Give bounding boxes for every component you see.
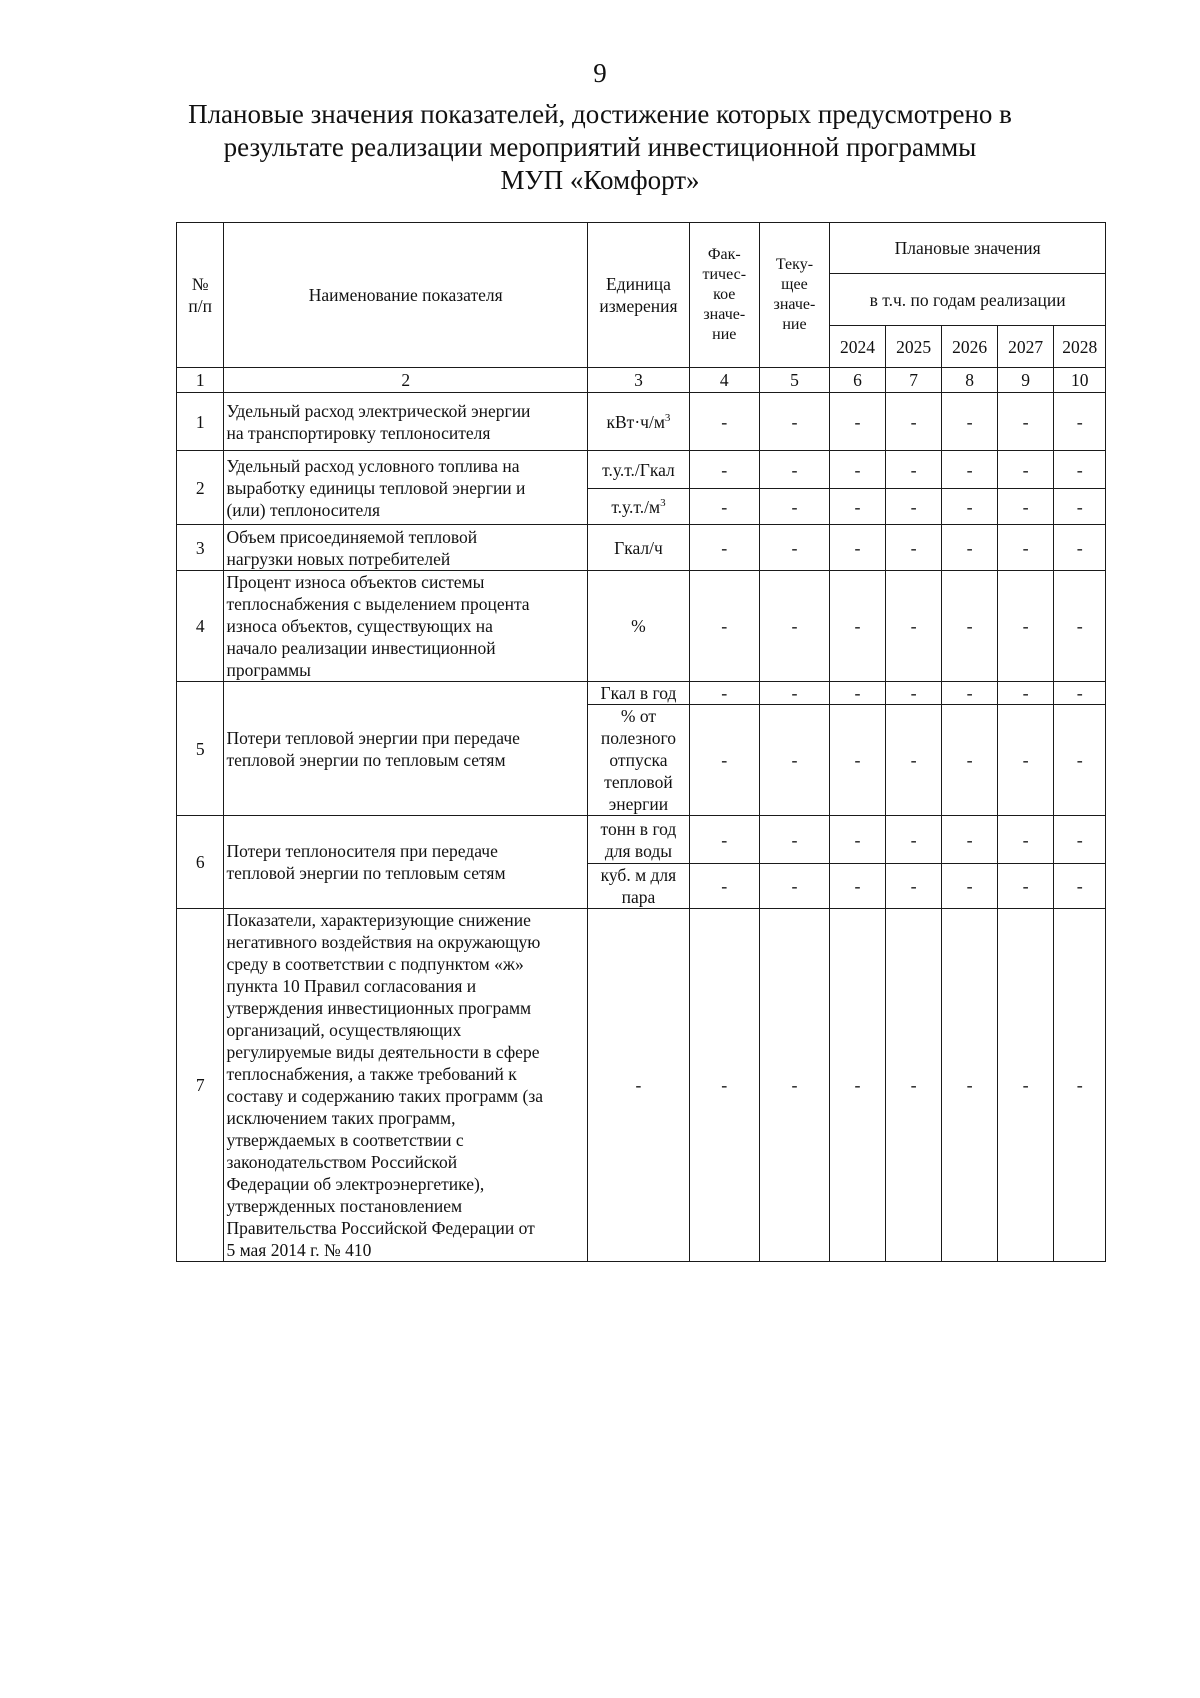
cell-line: 5 мая 2014 г. № 410	[226, 1240, 372, 1260]
cell-line: тепловой	[604, 772, 673, 792]
value-cell: -	[830, 682, 886, 705]
value-cell: -	[942, 864, 998, 909]
value-cell: -	[997, 571, 1054, 682]
cell-line: составу и содержанию таких программ (за	[226, 1086, 544, 1106]
value-cell: -	[689, 393, 759, 451]
unit-text: Гкал в год	[600, 683, 677, 703]
row-number: 3	[177, 525, 224, 571]
table-row	[177, 571, 1106, 682]
column-numbers-row	[177, 368, 1106, 393]
header-current	[759, 223, 830, 368]
value-cell: -	[689, 489, 759, 525]
page-number: 9	[593, 58, 607, 88]
value-cell: -	[885, 864, 942, 909]
value-cell: -	[997, 816, 1054, 864]
value-cell: -	[830, 451, 886, 489]
value-cell: -	[942, 451, 998, 489]
value-cell: -	[885, 489, 942, 525]
cell-line: Потери тепловой энергии при передаче	[226, 727, 520, 748]
unit-text: %	[631, 616, 646, 636]
value-cell: -	[830, 864, 886, 909]
value-cell: -	[830, 571, 886, 682]
unit-text: -	[635, 1075, 642, 1095]
cell-line: регулируемые виды деятельности в сфере	[226, 1042, 540, 1062]
document-title	[0, 98, 1200, 197]
value-cell: -	[830, 525, 886, 571]
cell-line: исключением таких программ,	[226, 1108, 456, 1128]
row-number: 2	[177, 451, 224, 525]
cell-line: Фак-	[707, 246, 741, 263]
column-number: 2	[224, 368, 588, 393]
unit-cell	[587, 393, 689, 451]
column-number: 6	[830, 368, 886, 393]
cell-line: пара	[621, 887, 656, 907]
table-row	[177, 682, 1106, 705]
cell-line: пункта 10 Правил согласования и	[226, 976, 477, 996]
cell-line: % от	[620, 706, 656, 726]
value-cell: -	[1054, 571, 1106, 682]
value-cell: -	[689, 864, 759, 909]
value-cell: -	[689, 571, 759, 682]
cell-line: тепловой энергии по тепловым сетям	[226, 863, 506, 883]
value-cell: -	[1054, 489, 1106, 525]
column-number: 10	[1054, 368, 1106, 393]
cell-line: кое	[713, 286, 736, 303]
value-cell: -	[885, 525, 942, 571]
value-cell: -	[997, 909, 1054, 1262]
value-cell: -	[830, 816, 886, 864]
value-cell: -	[942, 525, 998, 571]
table-row	[177, 393, 1106, 451]
header-by-years: в т.ч. по годам реализации	[830, 274, 1106, 326]
cell-line: №	[191, 274, 209, 294]
value-cell: -	[689, 451, 759, 489]
header-year: 2026	[942, 326, 998, 368]
unit-text: кВт·ч/м	[606, 411, 665, 432]
cell-line: Удельный расход условного топлива на	[226, 455, 520, 476]
unit-superscript: 3	[664, 411, 671, 424]
value-cell: -	[759, 489, 830, 525]
unit-cell	[587, 705, 689, 816]
cell-line: тепловой энергии по тепловым сетям	[226, 749, 506, 770]
row-number: 4	[177, 571, 224, 682]
cell-line: начало реализации инвестиционной	[226, 638, 496, 658]
unit-cell	[587, 909, 689, 1262]
value-cell: -	[830, 489, 886, 525]
value-cell: -	[759, 705, 830, 816]
value-cell: -	[942, 393, 998, 451]
title-line: результате реализации мероприятий инвестиционной программы	[223, 132, 977, 162]
value-cell: -	[1054, 816, 1106, 864]
value-cell: -	[997, 393, 1054, 451]
unit-cell	[587, 451, 689, 489]
value-cell: -	[885, 705, 942, 816]
value-cell: -	[1054, 451, 1106, 489]
cell-line: энергии	[608, 794, 669, 814]
value-cell: -	[1054, 525, 1106, 571]
value-cell: -	[885, 682, 942, 705]
value-cell: -	[759, 864, 830, 909]
value-cell: -	[997, 864, 1054, 909]
value-cell: -	[1054, 705, 1106, 816]
row-number: 7	[177, 909, 224, 1262]
value-cell: -	[885, 909, 942, 1262]
indicator-name	[224, 816, 588, 909]
title-line: МУП «Комфорт»	[500, 165, 700, 195]
cell-line: Потери теплоносителя при передаче	[226, 841, 498, 861]
cell-line: организаций, осуществляющих	[226, 1020, 462, 1040]
row-number: 5	[177, 682, 224, 816]
value-cell: -	[1054, 682, 1106, 705]
value-cell: -	[689, 909, 759, 1262]
value-cell: -	[759, 451, 830, 489]
value-cell: -	[942, 816, 998, 864]
column-number: 9	[997, 368, 1054, 393]
cell-line: Теку-	[775, 256, 814, 273]
cell-line: значе-	[773, 296, 816, 313]
cell-line: Единица	[606, 274, 671, 294]
cell-line: утверждаемых в соответствии с	[226, 1130, 464, 1150]
cell-line: Федерации об электроэнергетике),	[226, 1174, 485, 1194]
unit-cell	[587, 682, 689, 705]
value-cell: -	[885, 816, 942, 864]
value-cell: -	[885, 393, 942, 451]
unit-cell	[587, 525, 689, 571]
header-row	[177, 223, 1106, 274]
cell-line: износа объектов, существующих на	[226, 616, 493, 636]
cell-line: (или) теплоносителя	[226, 499, 381, 520]
indicator-name	[224, 571, 588, 682]
value-cell: -	[689, 705, 759, 816]
unit-text: Гкал/ч	[614, 537, 663, 558]
cell-line: измерения	[599, 296, 678, 316]
value-cell: -	[830, 393, 886, 451]
cell-line: выработку единицы тепловой энергии и	[226, 477, 526, 498]
header-name: Наименование показателя	[224, 223, 588, 368]
cell-line: на транспортировку теплоносителя	[226, 422, 491, 443]
cell-line: Объем присоединяемой тепловой	[226, 526, 478, 547]
unit-cell	[587, 816, 689, 864]
cell-line: ние	[712, 326, 737, 343]
cell-line: теплоснабжения с выделением процента	[226, 594, 530, 614]
cell-line: куб. м для	[600, 865, 677, 885]
header-unit	[587, 223, 689, 368]
value-cell: -	[1054, 864, 1106, 909]
cell-line: утвержденных постановлением	[226, 1196, 463, 1216]
value-cell: -	[942, 489, 998, 525]
cell-line: тонн в год	[600, 818, 677, 839]
value-cell: -	[942, 682, 998, 705]
value-cell: -	[885, 571, 942, 682]
column-number: 7	[885, 368, 942, 393]
cell-line: среду в соответствии с подпунктом «ж»	[226, 954, 524, 974]
cell-line: Правительства Российской Федерации от	[226, 1218, 535, 1238]
header-year: 2024	[830, 326, 886, 368]
value-cell: -	[942, 705, 998, 816]
cell-line: Процент износа объектов системы	[226, 572, 485, 592]
cell-line: щее	[781, 276, 808, 293]
row-number: 1	[177, 393, 224, 451]
value-cell: -	[942, 571, 998, 682]
unit-text: т.у.т./м	[611, 496, 661, 517]
cell-line: теплоснабжения, а также требований к	[226, 1064, 517, 1084]
value-cell: -	[997, 682, 1054, 705]
table-row	[177, 816, 1106, 864]
cell-line: Удельный расход электрической энергии	[226, 400, 531, 421]
value-cell: -	[689, 682, 759, 705]
column-number: 5	[759, 368, 830, 393]
cell-line: полезного	[600, 728, 676, 748]
row-number: 6	[177, 816, 224, 909]
header-year: 2027	[997, 326, 1054, 368]
value-cell: -	[689, 525, 759, 571]
cell-line: Показатели, характеризующие снижение	[226, 910, 531, 930]
value-cell: -	[759, 816, 830, 864]
value-cell: -	[759, 525, 830, 571]
table-row	[177, 525, 1106, 571]
column-number: 8	[942, 368, 998, 393]
value-cell: -	[997, 525, 1054, 571]
value-cell: -	[1054, 393, 1106, 451]
cell-line: ние	[782, 316, 807, 333]
value-cell: -	[759, 682, 830, 705]
value-cell: -	[1054, 909, 1106, 1262]
cell-line: программы	[226, 660, 311, 680]
value-cell: -	[759, 393, 830, 451]
cell-line: законодательством Российской	[226, 1152, 458, 1172]
cell-line: негативного воздействия на окружающую	[226, 932, 541, 952]
value-cell: -	[759, 571, 830, 682]
value-cell: -	[830, 705, 886, 816]
unit-cell	[587, 571, 689, 682]
cell-line: значе-	[703, 306, 746, 323]
indicators-table	[176, 222, 1106, 1262]
unit-cell	[587, 864, 689, 909]
value-cell: -	[759, 909, 830, 1262]
column-number: 3	[587, 368, 689, 393]
unit-text: т.у.т./Гкал	[602, 459, 675, 480]
value-cell: -	[942, 909, 998, 1262]
value-cell: -	[997, 705, 1054, 816]
value-cell: -	[885, 451, 942, 489]
cell-line: нагрузки новых потребителей	[226, 548, 451, 569]
table-row	[177, 451, 1106, 489]
cell-line: п/п	[188, 296, 213, 316]
indicator-name	[224, 393, 588, 451]
cell-line: тичес-	[702, 266, 747, 283]
table-row	[177, 909, 1106, 1262]
value-cell: -	[830, 909, 886, 1262]
header-actual	[689, 223, 759, 368]
indicator-name	[224, 909, 588, 1262]
value-cell: -	[997, 489, 1054, 525]
unit-superscript: 3	[660, 496, 666, 509]
indicator-name	[224, 525, 588, 571]
title-line: Плановые значения показателей, достижение которых предусмотрено в	[188, 99, 1012, 129]
header-year: 2025	[885, 326, 942, 368]
indicator-name	[224, 682, 588, 816]
header-year: 2028	[1054, 326, 1106, 368]
cell-line: утверждения инвестиционных программ	[226, 998, 532, 1018]
column-number: 4	[689, 368, 759, 393]
unit-cell	[587, 489, 689, 525]
indicator-name	[224, 451, 588, 525]
value-cell: -	[689, 816, 759, 864]
cell-line: отпуска	[609, 750, 668, 770]
column-number: 1	[177, 368, 224, 393]
value-cell: -	[997, 451, 1054, 489]
header-planned: Плановые значения	[830, 223, 1106, 274]
header-num	[177, 223, 224, 368]
cell-line: для воды	[604, 840, 672, 861]
